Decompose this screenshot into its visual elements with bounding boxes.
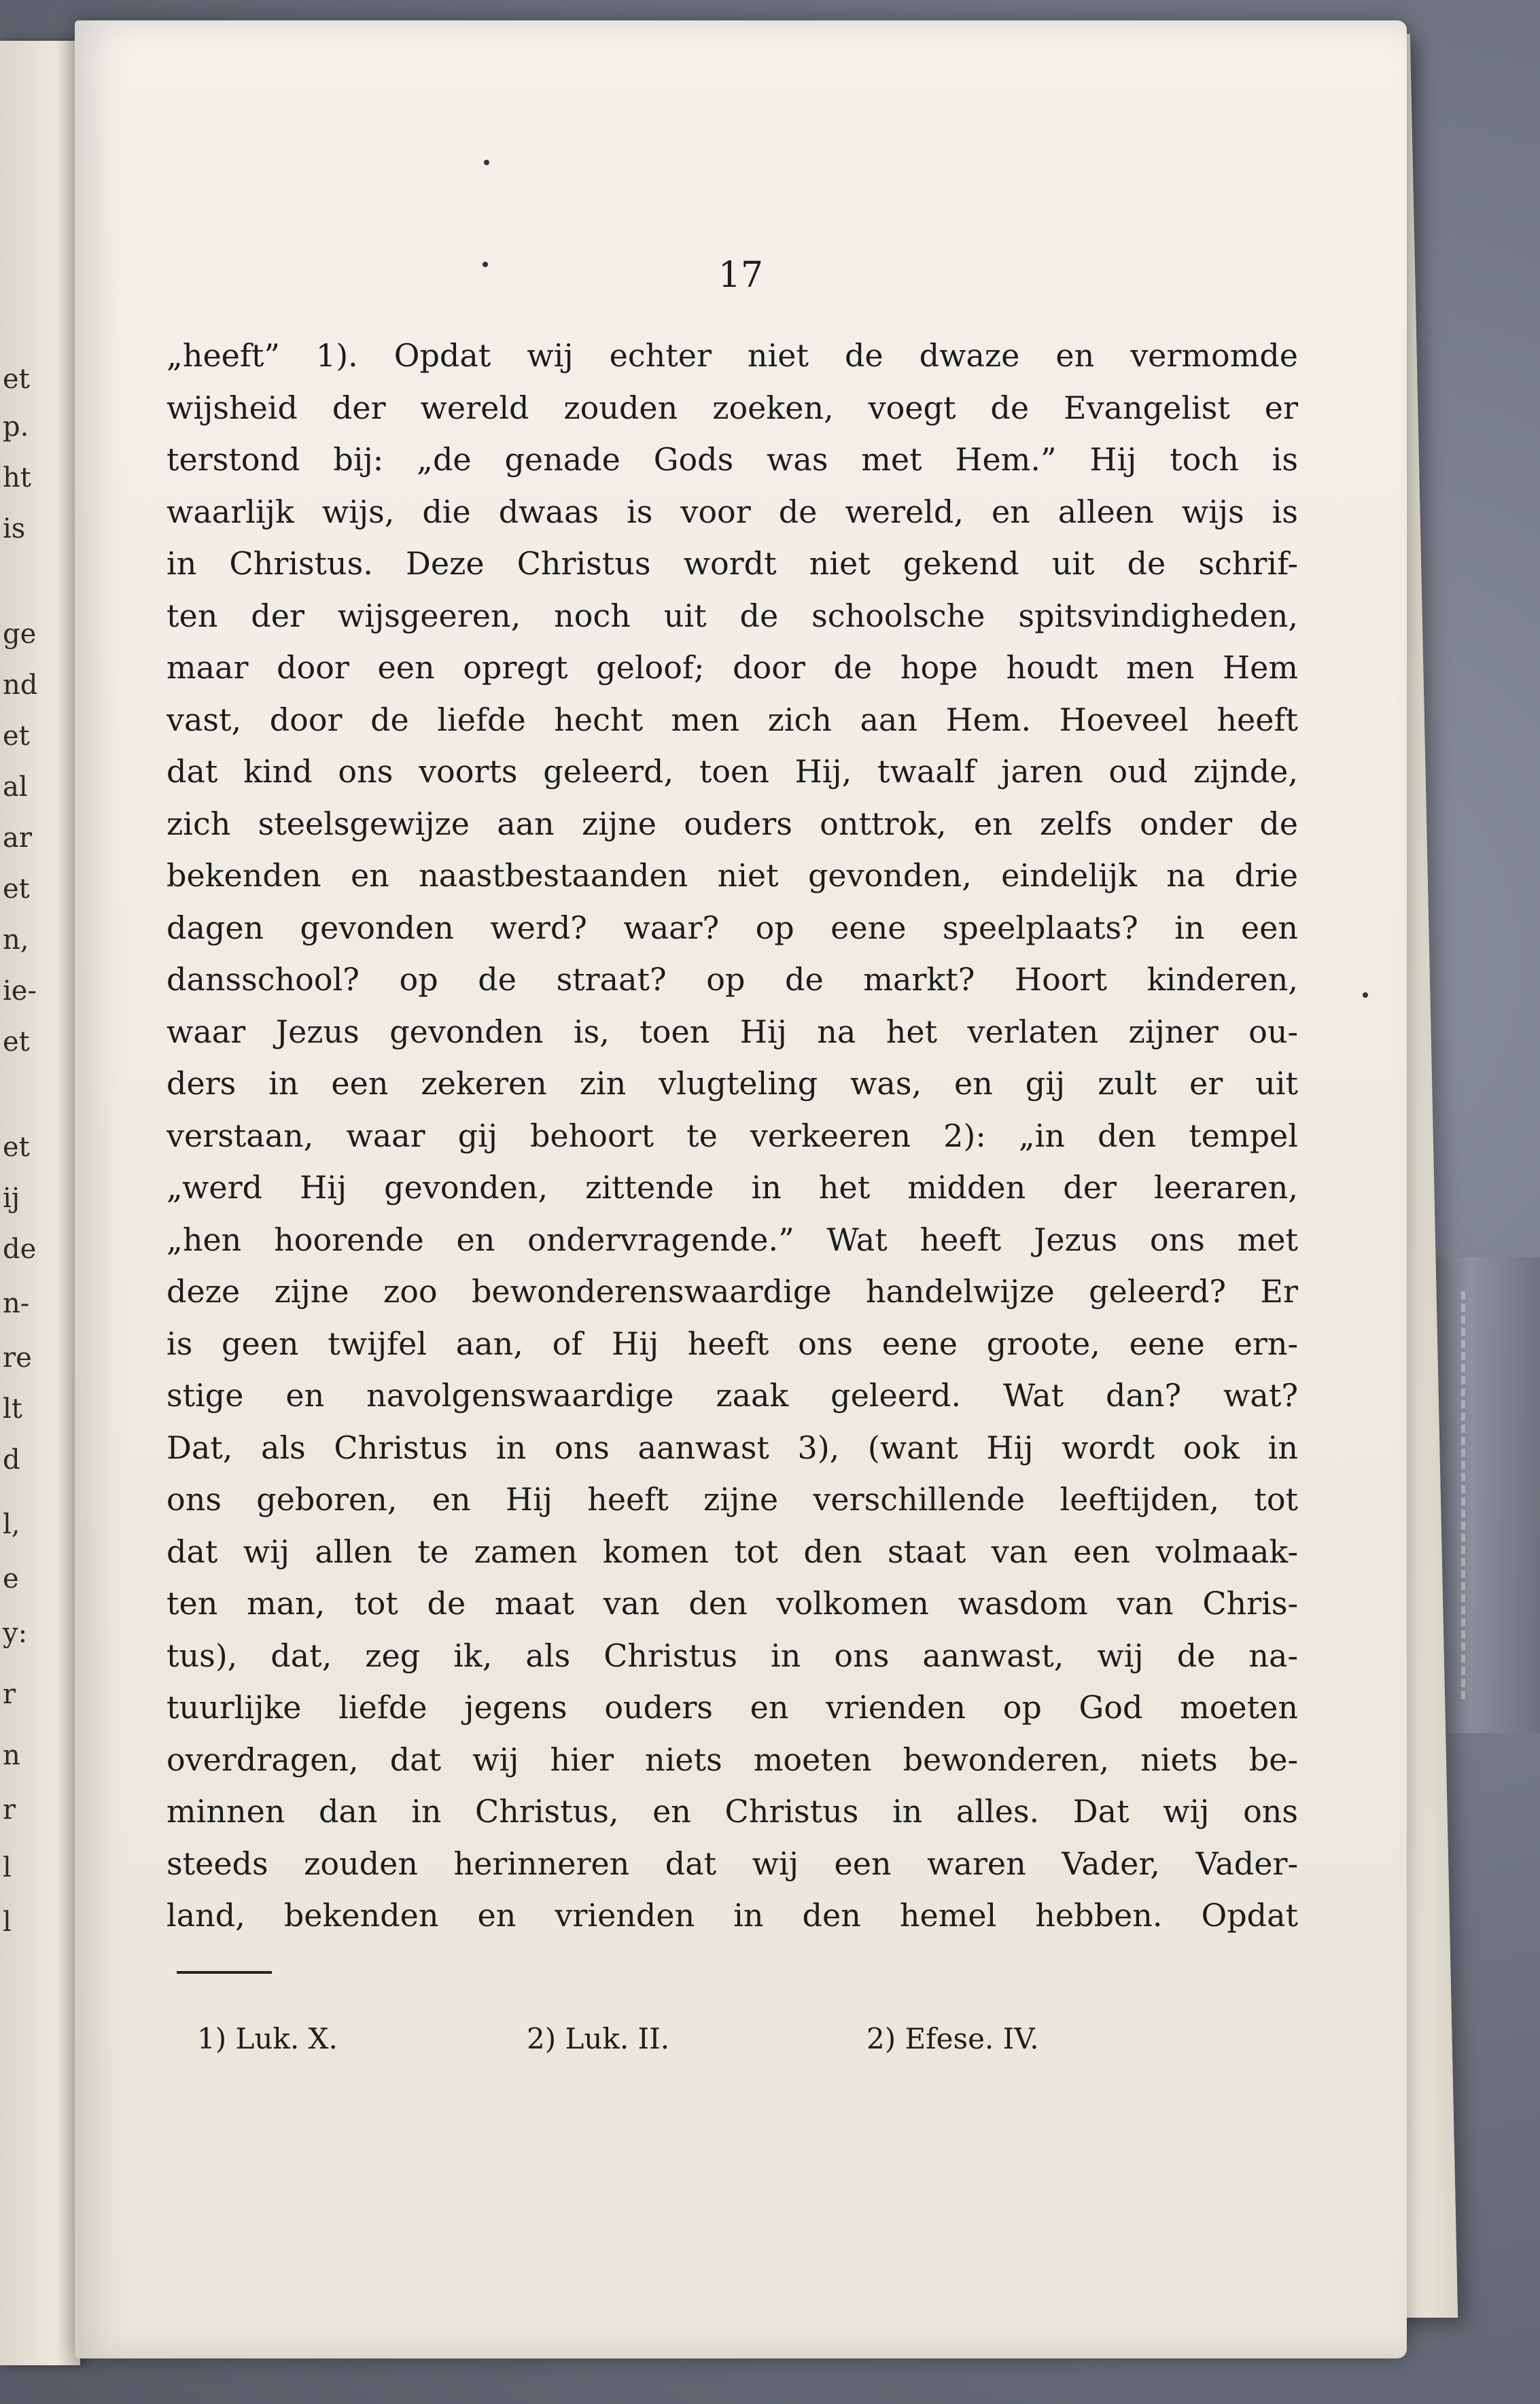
- left-page-fragment: l,: [3, 1509, 20, 1540]
- left-page-fragment: ge: [3, 619, 37, 650]
- text-line: is geen twijfel aan, of Hij heeft ons eene groote, eene ern-: [167, 1325, 1298, 1362]
- paper-speck: [484, 160, 489, 165]
- left-page-fragment: ar: [3, 822, 32, 854]
- left-page-fragment: e: [3, 1563, 19, 1595]
- left-page-fragment: r: [3, 1679, 16, 1710]
- text-line: wijsheid der wereld zouden zoeken, voegt de Evangelist er: [167, 389, 1298, 426]
- left-page-fragment: n-: [3, 1288, 30, 1319]
- text-line: in Christus. Deze Christus wordt niet gekend uit de schrif-: [167, 545, 1298, 582]
- text-line: „heeft” 1). Opdat wij echter niet de dwaze en vermomde: [167, 337, 1298, 374]
- left-page-fragment: n,: [3, 924, 29, 956]
- text-line: vast, door de liefde hecht men zich aan Hem. Hoeveel heeft: [167, 701, 1298, 738]
- text-line: waar Jezus gevonden is, toen Hij na het verlaten zijner ou-: [167, 1013, 1298, 1050]
- left-page-fragment: is: [3, 513, 26, 544]
- footnote: 2) Efese. IV.: [867, 2022, 1039, 2055]
- text-line: terstond bij: „de genade Gods was met Hem.” Hij toch is: [167, 441, 1298, 478]
- text-line: minnen dan in Christus, en Christus in alles. Dat wij ons: [167, 1793, 1298, 1830]
- body-text: [167, 330, 1298, 1942]
- left-page-fragment: al: [3, 771, 28, 803]
- text-line: „hen hoorende en ondervragende.” Wat heeft Jezus ons met: [167, 1221, 1298, 1258]
- left-page-fragment: et: [3, 873, 30, 905]
- left-page-fragment: de: [3, 1234, 37, 1265]
- text-line: tus), dat, zeg ik, als Christus in ons aanwast, wij de na-: [167, 1637, 1298, 1674]
- text-line: dat wij allen te zamen komen tot den staat van een volmaak-: [167, 1533, 1298, 1570]
- book-page: [75, 20, 1407, 2358]
- paper-speck: [483, 262, 488, 267]
- left-page-fragment: et: [3, 1026, 30, 1058]
- left-page-fragment: n: [3, 1740, 20, 1771]
- left-page-fragment: p.: [3, 411, 29, 442]
- footnote: 1) Luk. X.: [197, 2022, 338, 2055]
- text-line: steeds zouden herinneren dat wij een waren Vader, Vader-: [167, 1845, 1298, 1882]
- text-line: dagen gevonden werd? waar? op eene speelplaats? in een: [167, 909, 1298, 946]
- left-page-fragment: ij: [3, 1183, 20, 1214]
- left-page-fragment: y:: [3, 1618, 28, 1649]
- text-line: stige en navolgenswaardige zaak geleerd. Wat dan? wat?: [167, 1377, 1298, 1414]
- left-page-fragment: nd: [3, 669, 38, 701]
- paper-speck: [1363, 992, 1368, 998]
- text-line: „werd Hij gevonden, zittende in het midden der leeraren,: [167, 1169, 1298, 1206]
- text-line: dat kind ons voorts geleerd, toen Hij, twaalf jaren oud zijnde,: [167, 753, 1298, 790]
- text-line: tuurlijke liefde jegens ouders en vrienden op God moeten: [167, 1689, 1298, 1726]
- text-line: deze zijne zoo bewonderenswaardige handelwijze geleerd? Er: [167, 1273, 1298, 1310]
- left-page-fragment: et: [3, 720, 30, 752]
- left-page-fragment: ht: [3, 462, 31, 493]
- left-page-fragment: d: [3, 1444, 20, 1476]
- footnote-divider: [177, 1971, 272, 1974]
- text-line: verstaan, waar gij behoort te verkeeren 2): „in den tempel: [167, 1117, 1298, 1154]
- left-page-fragment: et: [3, 1132, 30, 1163]
- text-line: ders in een zekeren zin vlugteling was, en gij zult er uit: [167, 1065, 1298, 1102]
- left-page-edge: [0, 41, 80, 2365]
- text-line: overdragen, dat wij hier niets moeten bewonderen, niets be-: [167, 1741, 1298, 1778]
- text-line: land, bekenden en vrienden in den hemel hebben. Opdat: [167, 1897, 1298, 1934]
- left-page-fragment: r: [3, 1794, 16, 1826]
- text-line: waarlijk wijs, die dwaas is voor de wereld, en alleen wijs is: [167, 493, 1298, 530]
- text-line: maar door een opregt geloof; door de hope houdt men Hem: [167, 649, 1298, 686]
- text-line: ten der wijsgeeren, noch uit de schoolsche spitsvindigheden,: [167, 597, 1298, 634]
- fabric-stitching: [1461, 1291, 1472, 1699]
- page-number: 17: [718, 255, 764, 296]
- text-line: ons geboren, en Hij heeft zijne verschillende leeftijden, tot: [167, 1481, 1298, 1518]
- text-line: zich steelsgewijze aan zijne ouders onttrok, en zelfs onder de: [167, 805, 1298, 842]
- text-line: Dat, als Christus in ons aanwast 3), (want Hij wordt ook in: [167, 1429, 1298, 1466]
- left-page-fragment: et: [3, 364, 30, 395]
- left-page-fragment: re: [3, 1342, 32, 1374]
- text-line: dansschool? op de straat? op de markt? Hoort kinderen,: [167, 961, 1298, 998]
- text-line: bekenden en naastbestaanden niet gevonden, eindelijk na drie: [167, 857, 1298, 894]
- left-page-fragment: ie-: [3, 975, 37, 1007]
- footnote: 2) Luk. II.: [527, 2022, 670, 2055]
- left-page-fragment: l: [3, 1906, 12, 1938]
- left-page-fragment: lt: [3, 1393, 22, 1425]
- left-page-fragment: l: [3, 1852, 12, 1883]
- text-line: ten man, tot de maat van den volkomen wasdom van Chris-: [167, 1585, 1298, 1622]
